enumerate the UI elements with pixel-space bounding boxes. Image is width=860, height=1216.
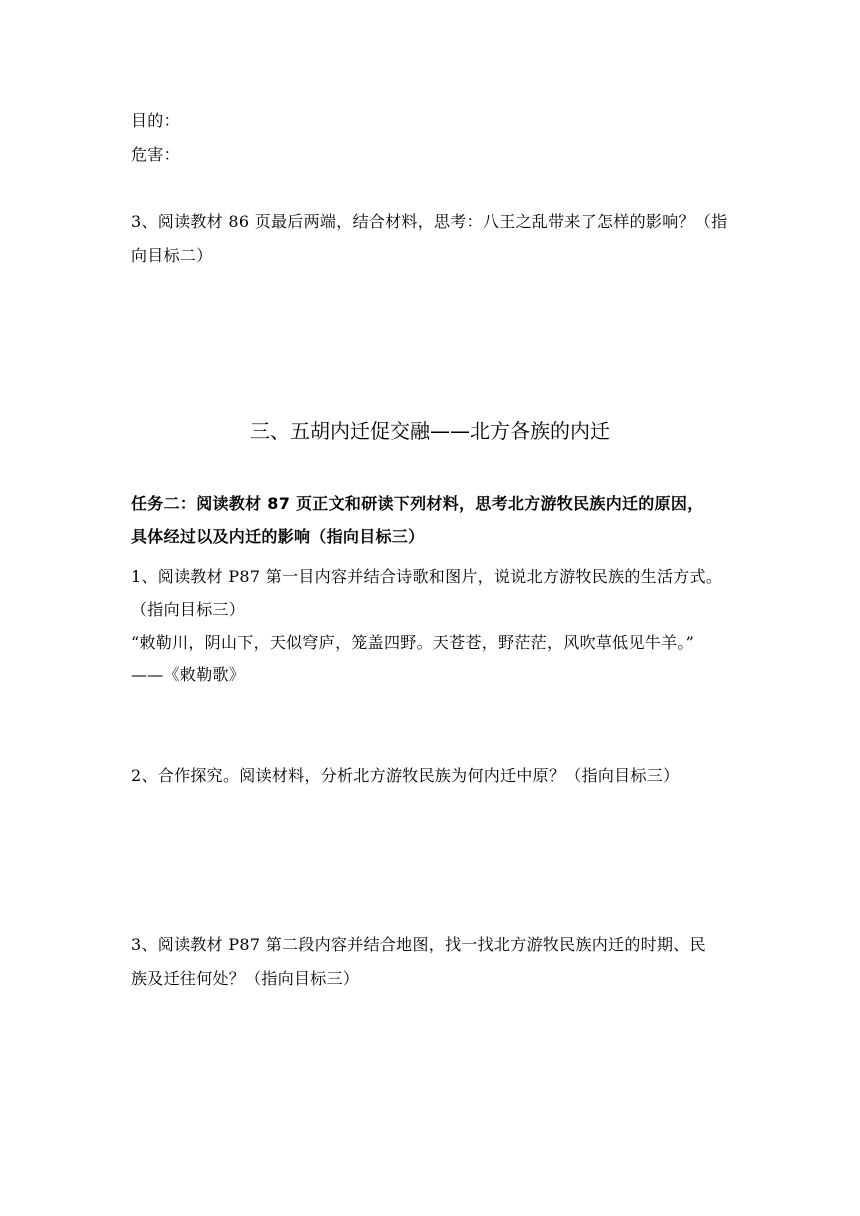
task-line-1: 任务二：阅读教材 87 页正文和研读下列材料，思考北方游牧民族内迁的原因，	[131, 494, 704, 513]
question-3-line-2: 向目标二）	[131, 246, 213, 265]
s3-question-3-line-2: 族及迁往何处？（指向目标三）	[131, 969, 360, 988]
s3-question-1-line-1: 1、阅读教材 P87 第一目内容并结合诗歌和图片，说说北方游牧民族的生活方式。	[131, 567, 723, 586]
harm-label: 危害：	[131, 145, 180, 164]
poem-line: “敕勒川，阴山下，天似穹庐，笼盖四野。天苍苍，野茫茫，风吹草低见牛羊。”	[131, 633, 695, 652]
purpose-label: 目的：	[131, 111, 180, 130]
question-3-line-1: 3、阅读教材 86 页最后两端，结合材料，思考：八王之乱带来了怎样的影响？（指	[131, 212, 728, 231]
s3-question-3-line-1: 3、阅读教材 P87 第二段内容并结合地图，找一找北方游牧民族内迁的时期、民	[131, 935, 706, 954]
task-line-2: 具体经过以及内迁的影响（指向目标三）	[131, 527, 425, 546]
s3-question-2: 2、合作探究。阅读材料，分析北方游牧民族为何内迁中原？（指向目标三）	[131, 766, 680, 785]
poem-source: ——《敕勒歌》	[131, 665, 246, 684]
section-heading: 三、五胡内迁促交融——北方各族的内迁	[250, 419, 610, 443]
s3-question-1-line-2: （指向目标三）	[131, 600, 246, 619]
